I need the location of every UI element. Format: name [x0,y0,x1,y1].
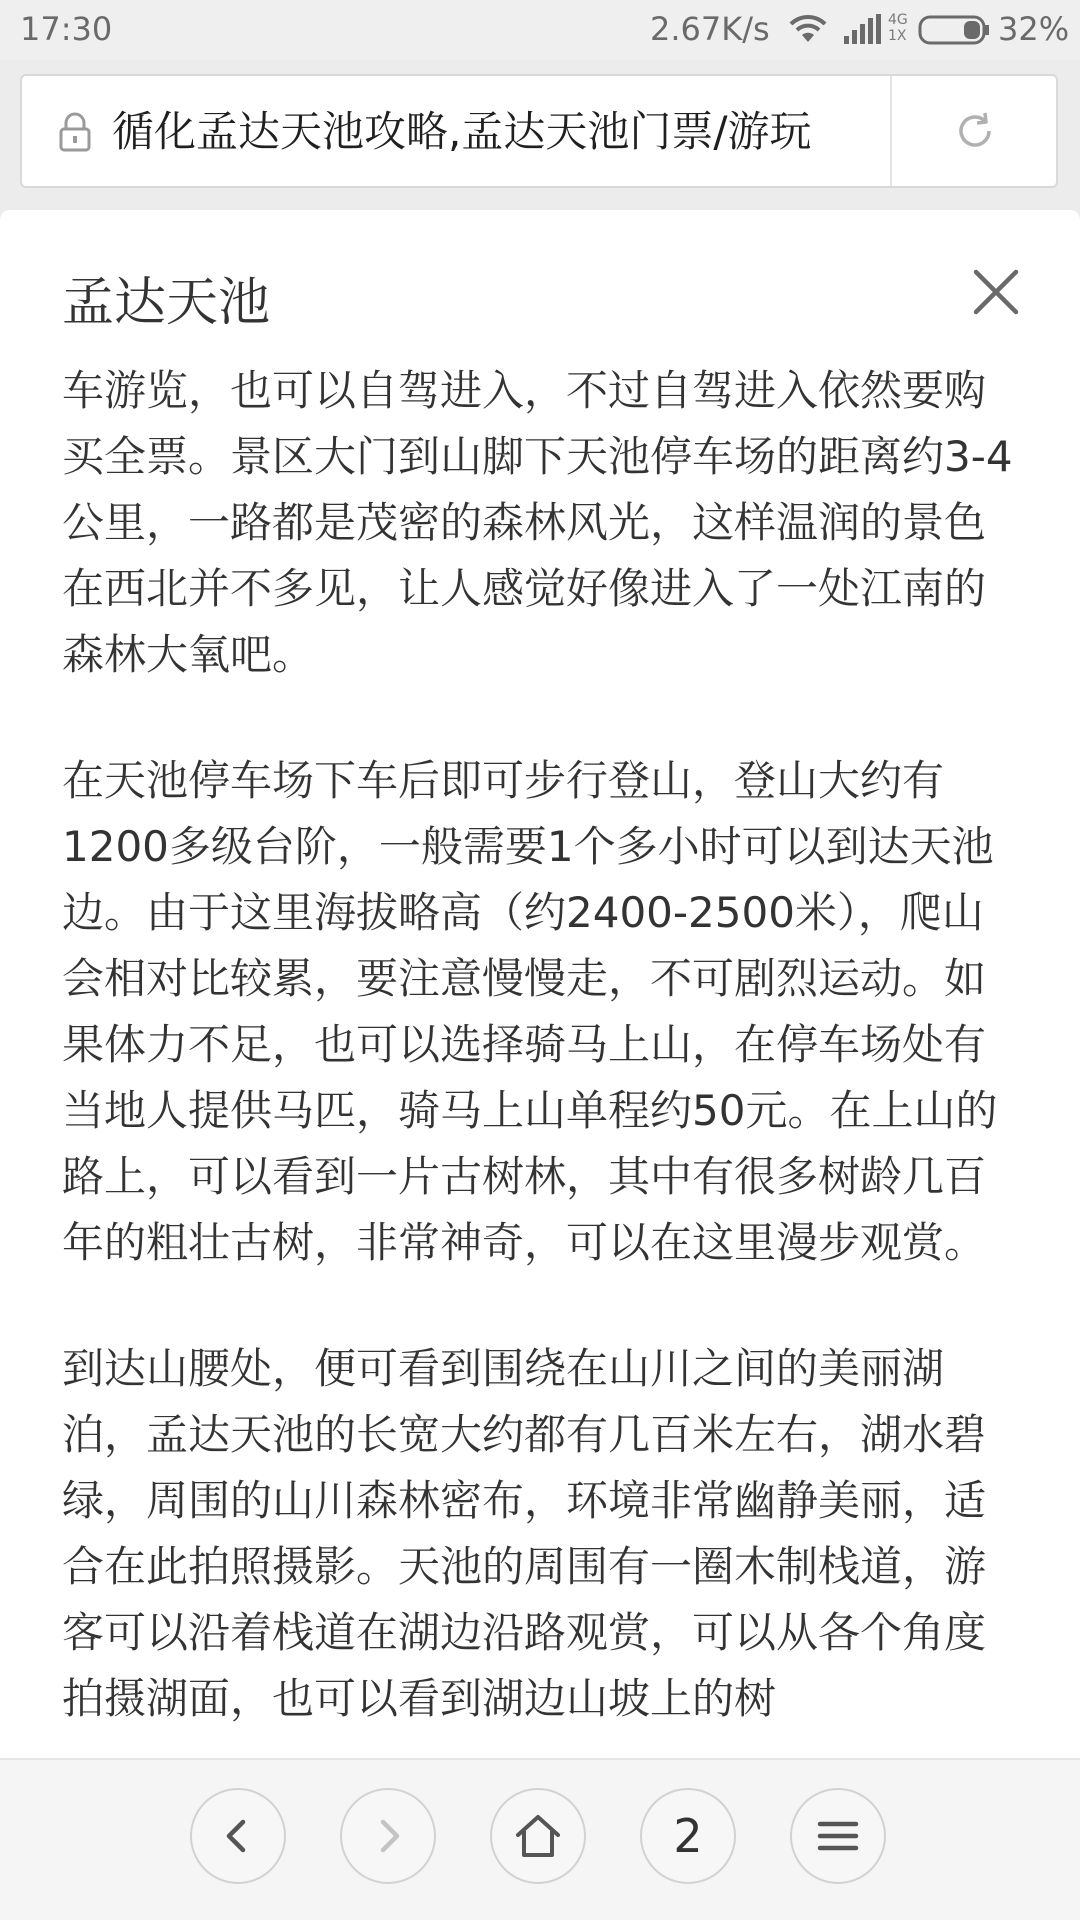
lock-icon [58,112,92,156]
back-icon [218,1816,258,1856]
article-paragraph: 在天池停车场下车后即可步行登山，登山大约有1200多级台阶，一般需要1个多小时可以到达天池边。由于这里海拔略高（约2400-2500米），爬山会相对比较累，要注意慢慢走，不可剧烈运动。如果体力不足，也可以选择骑马上山，在停车场处有当地人提供马匹，骑马上山单程约50元。在上山的路上，可以看到一片古树林，其中有很多树龄几百年的粗壮古树，非常神奇，可以在这里漫步观赏。 [62,756,998,1267]
status-time: 17:30 [20,10,113,48]
network-type: 4G 1X [888,12,908,44]
address-bar[interactable] [20,74,1058,188]
bottom-nav [0,1758,1080,1920]
signal-icon [842,14,882,50]
menu-icon [816,1818,860,1854]
article-body [62,358,1022,1758]
home-button[interactable] [490,1788,586,1884]
close-icon [972,268,1020,316]
menu-button[interactable] [790,1788,886,1884]
home-icon [514,1813,562,1859]
battery-icon [918,14,992,50]
back-button[interactable] [190,1788,286,1884]
article-paragraph: 车游览，也可以自驾进入，不过自驾进入依然要购买全票。景区大门到山脚下天池停车场的距离约3-4公里，一路都是茂密的森林风光，这样温润的景色在西北并不多见，让人感觉好像进入了一处江南的森林大氧吧。 [62,366,1013,679]
forward-button[interactable] [340,1788,436,1884]
refresh-button[interactable] [892,76,1058,186]
article-paragraph: 到达山腰处，便可看到围绕在山川之间的美丽湖泊，孟达天池的长宽大约都有几百米左右，湖水碧绿，周围的山川森林密布，环境非常幽静美丽，适合在此拍照摄影。天池的周围有一圈木制栈道，游客可以沿着栈道在湖边沿路观赏，可以从各个角度拍摄湖面，也可以看到湖边山坡上的树 [62,1344,987,1723]
tabs-button[interactable] [640,1788,736,1884]
wifi-icon [788,14,828,50]
close-button[interactable] [966,262,1026,322]
network-speed: 2.67K/s [650,10,770,48]
tab-count: 2 [673,1809,703,1863]
forward-icon [368,1816,408,1856]
content-card [0,210,1080,1758]
url-title[interactable]: 循化孟达天池攻略,孟达天池门票/游玩 [112,107,812,156]
card-title: 孟达天池 [62,273,271,333]
battery-percent: 32% [998,10,1070,48]
status-bar [0,0,1080,60]
refresh-icon [951,107,999,155]
